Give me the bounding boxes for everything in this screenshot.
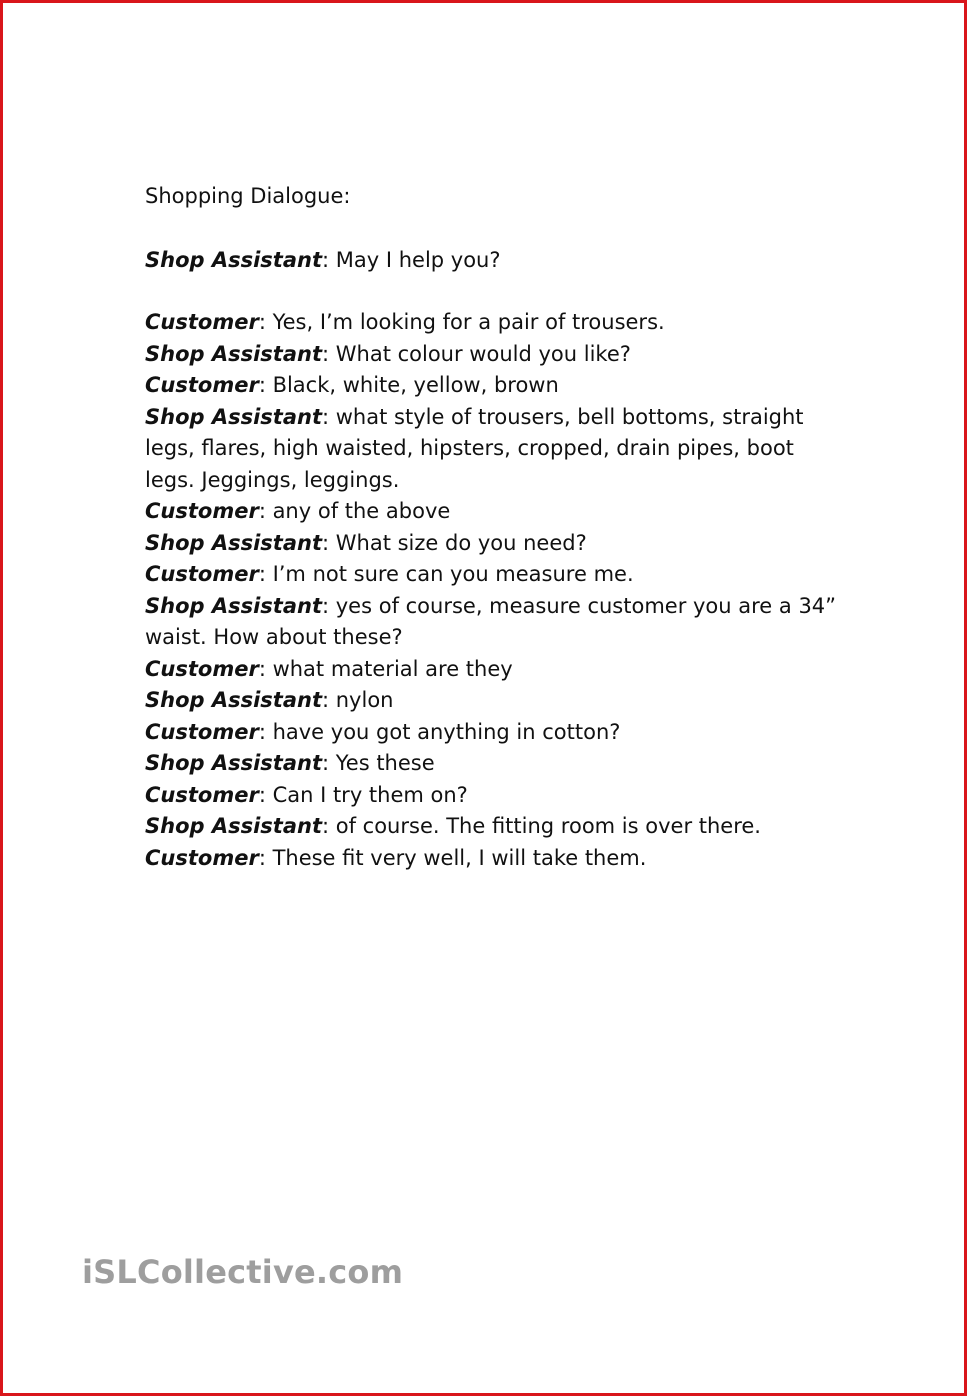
dialogue-line — [145, 591, 845, 654]
dialogue-line — [145, 370, 845, 402]
speaker-name: Customer — [145, 562, 259, 586]
line-text: : what style of trousers, bell bottoms, straight legs, flares, high waisted, hipsters, cropped, drain pipes, boot legs. Jeggings, leggings. — [145, 404, 804, 492]
speaker-name: Shop Assistant — [145, 593, 322, 618]
dialogue-line — [145, 685, 845, 717]
speaker-name: Shop Assistant — [145, 814, 322, 838]
line-text: : nylon — [322, 688, 394, 712]
dialogue-opening-line — [145, 243, 845, 277]
dialogue-document — [145, 179, 845, 874]
dialogue-line — [145, 780, 845, 812]
line-text: : Can I try them on? — [258, 782, 468, 807]
speaker-name: Customer — [145, 499, 259, 523]
line-text: : May I help you? — [322, 248, 501, 272]
dialogue-line — [145, 528, 845, 560]
speaker-name: Customer — [145, 719, 259, 744]
document-title: Shopping Dialogue: — [145, 184, 351, 208]
speaker-name: Shop Assistant — [145, 751, 322, 775]
dialogue-line — [145, 748, 845, 780]
watermark-logo: iSLCollective.com — [82, 1253, 404, 1291]
dialogue-line — [145, 654, 845, 686]
dialogue-line — [145, 717, 845, 749]
dialogue-lines — [145, 307, 845, 874]
dialogue-line — [145, 402, 845, 497]
speaker-name: Customer — [145, 310, 259, 334]
dialogue-line — [145, 496, 845, 528]
speaker-name: Customer — [145, 782, 259, 807]
speaker-name: Shop Assistant — [145, 688, 322, 712]
dialogue-line — [145, 339, 845, 371]
dialogue-line — [145, 307, 845, 339]
speaker-name: Customer — [145, 373, 259, 397]
line-text: : what material are they — [258, 656, 513, 681]
line-text: : These fit very well, I will take them. — [258, 845, 647, 870]
speaker-name: Customer — [145, 656, 259, 681]
dialogue-line — [145, 811, 845, 843]
speaker-name: Shop Assistant — [145, 248, 322, 272]
speaker-name: Shop Assistant — [145, 404, 322, 429]
speaker-name: Shop Assistant — [145, 530, 322, 555]
dialogue-line — [145, 559, 845, 591]
line-text: : What colour would you like? — [322, 341, 631, 366]
line-text: : Yes, I’m looking for a pair of trousers. — [258, 310, 665, 334]
line-text: : Black, white, yellow, brown — [258, 373, 559, 397]
line-text: : any of the above — [258, 499, 451, 523]
dialogue-line — [145, 843, 845, 875]
line-text: : Yes these — [322, 751, 435, 775]
line-text: : yes of course, measure customer you are a 34” waist. How about these? — [145, 593, 837, 649]
speaker-name: Shop Assistant — [145, 341, 322, 366]
speaker-name: Customer — [145, 845, 259, 870]
line-text: : What size do you need? — [322, 530, 587, 555]
line-text: : have you got anything in cotton? — [258, 719, 621, 744]
line-text: : I’m not sure can you measure me. — [258, 562, 634, 586]
line-text: : of course. The fitting room is over there. — [322, 814, 761, 838]
